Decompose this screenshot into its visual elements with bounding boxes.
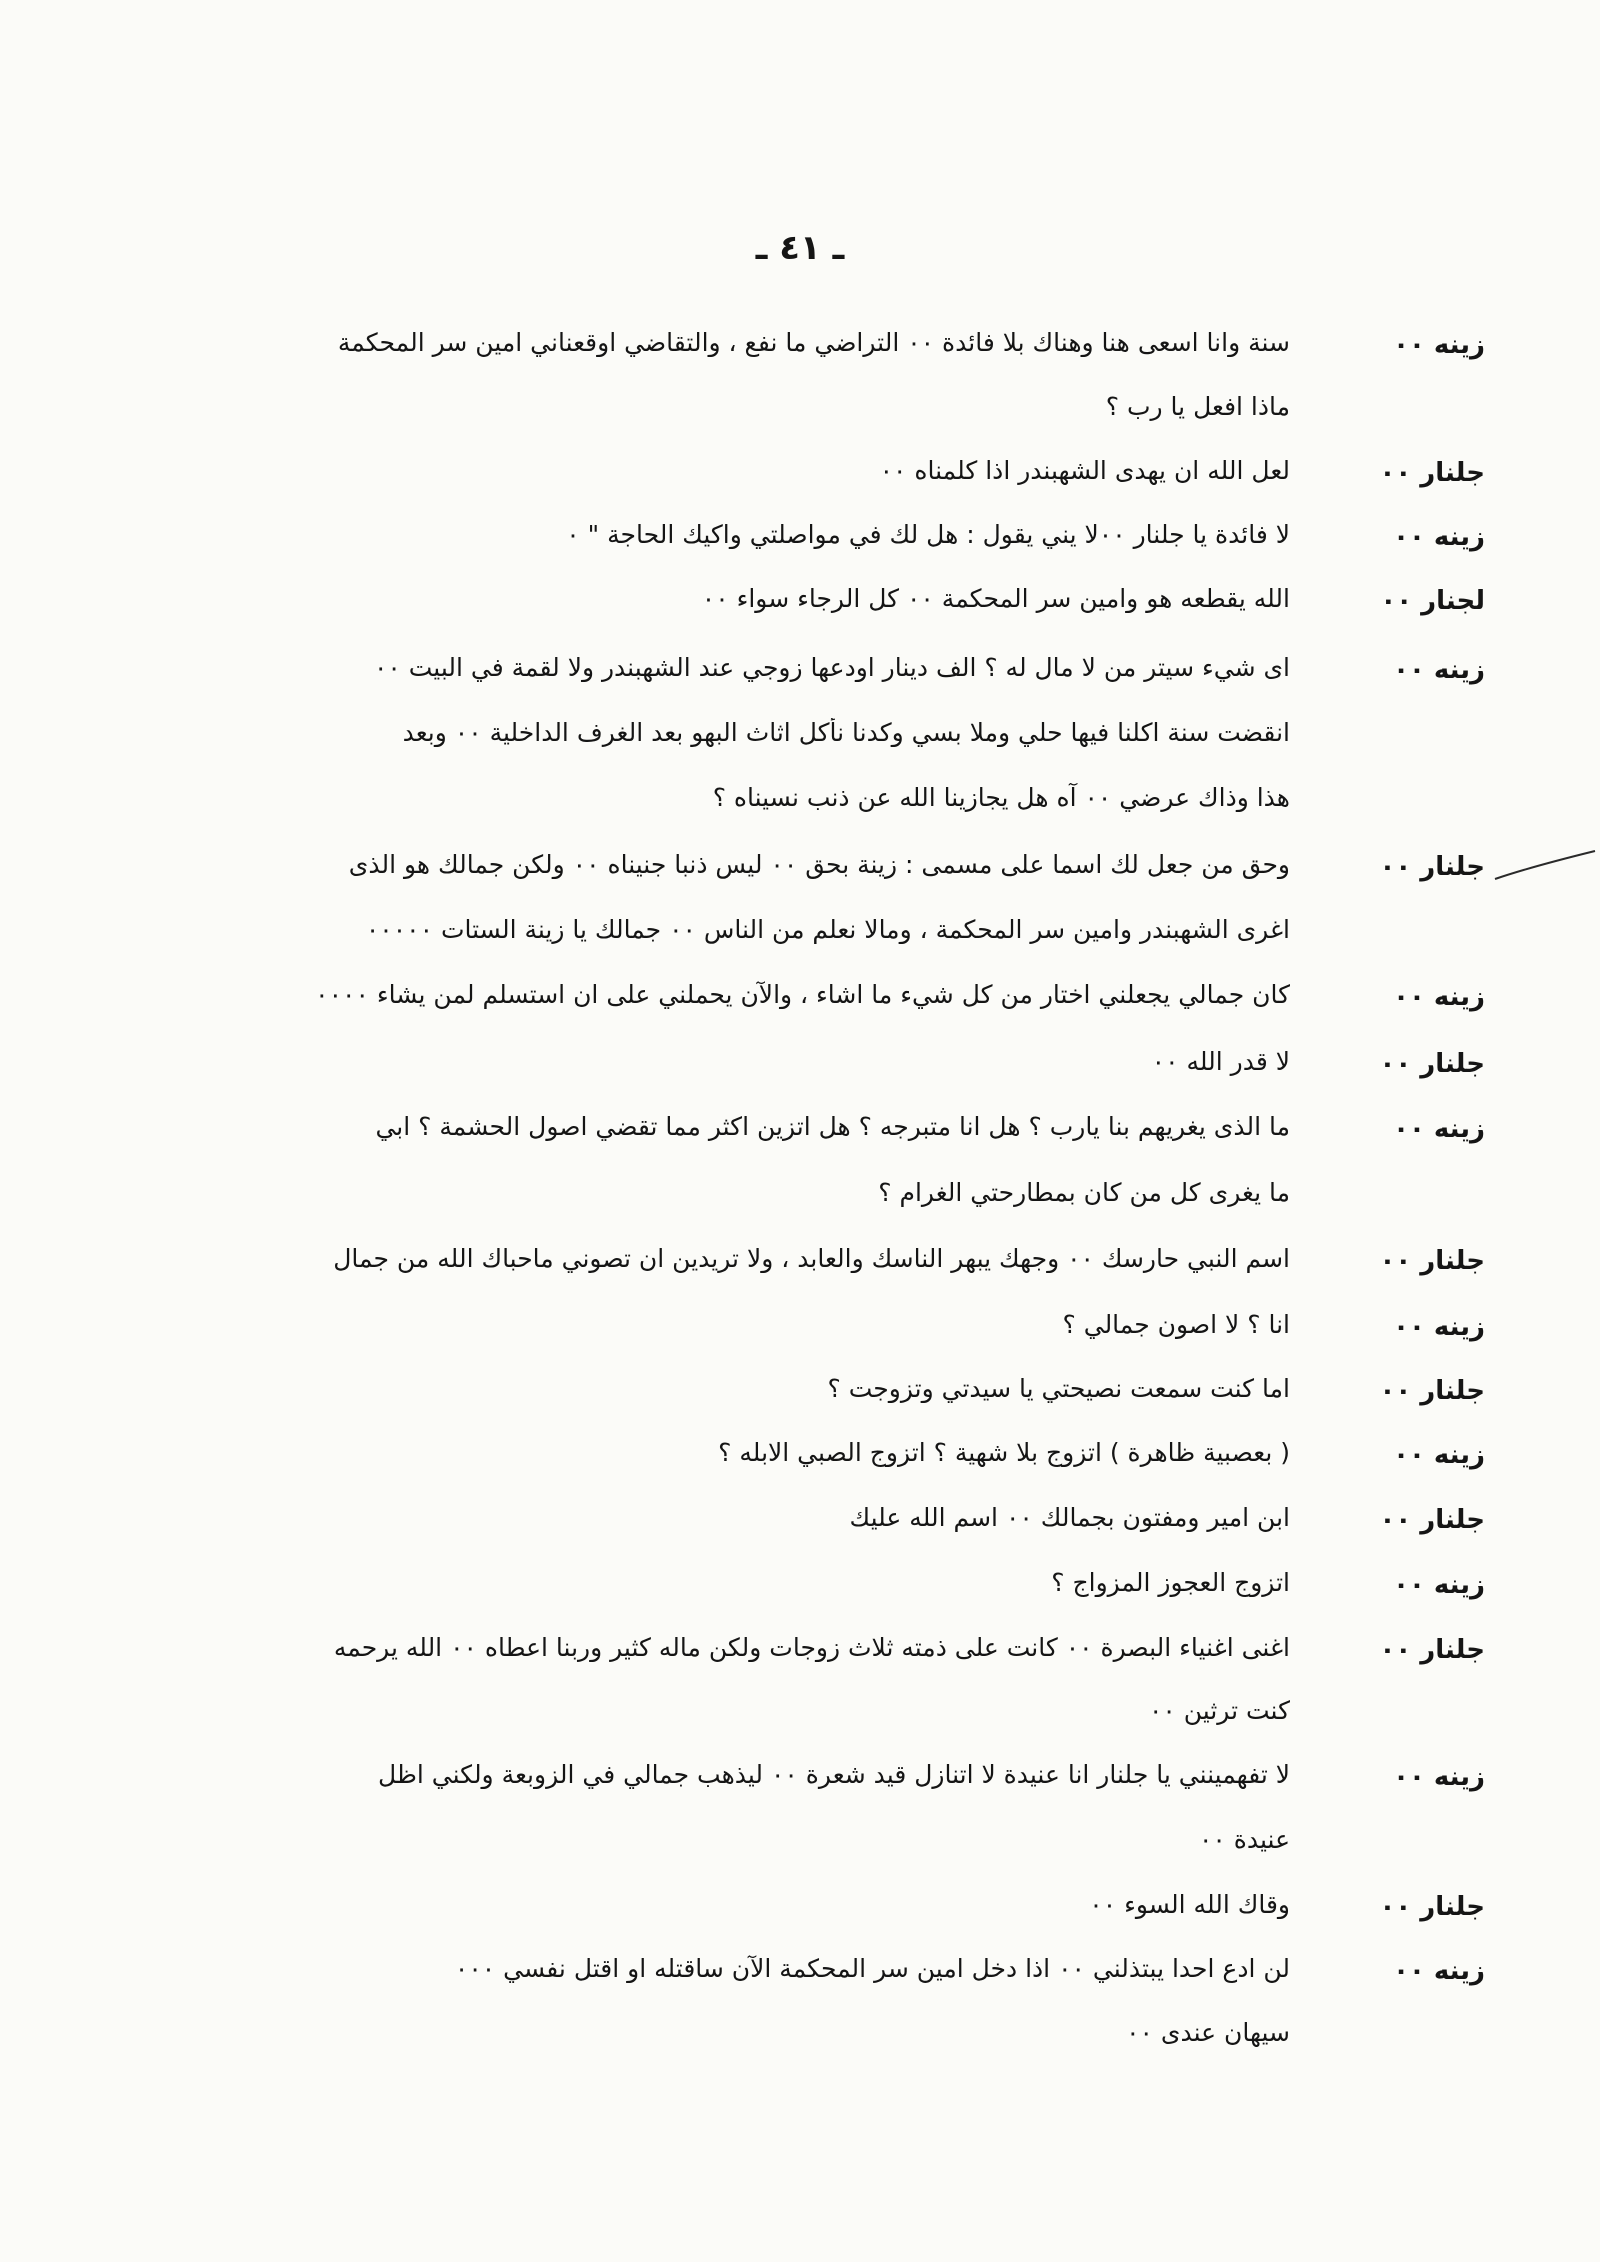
dialogue-text: اتزوج العجوز المزواج ؟ — [1051, 1568, 1290, 1597]
dialogue-text: اسم النبي حارسك ٠٠ وجهك يبهر الناسك والعابد ، ولا تريدين ان تصوني ماحباك الله من جمال — [333, 1244, 1290, 1273]
dialogue-line — [0, 1817, 1600, 1881]
dialogue-line — [0, 384, 1600, 448]
dialogue-text: اى شيء سيتر من لا مال له ؟ الف دينار اودعها زوجي عند الشهبندر ولا لقمة في البيت ٠٠ — [373, 653, 1290, 682]
dialogue-line — [0, 972, 1600, 1036]
dialogue-line — [0, 1302, 1600, 1366]
speaker-name: زينه ٠٠ — [1393, 982, 1485, 1012]
speaker-name: لجنار ٠٠ — [1380, 586, 1485, 616]
dialogue-line — [0, 1688, 1600, 1752]
dialogue-text: لعل الله ان يهدى الشهبندر اذا كلمناه ٠٠ — [879, 456, 1290, 485]
dialogue-line — [0, 1039, 1600, 1103]
dialogue-text: هذا وذاك عرضي ٠٠ آه هل يجازينا الله عن ذنب نسيناه ؟ — [712, 783, 1290, 812]
dialogue-line — [0, 1946, 1600, 2010]
dialogue-line — [0, 576, 1600, 640]
dialogue-line — [0, 448, 1600, 512]
dialogue-text: لن ادع احدا يبتذلني ٠٠ اذا دخل امين سر المحكمة الآن ساقتله او اقتل نفسي ٠٠٠ — [454, 1954, 1290, 1983]
dialogue-line — [0, 1170, 1600, 1234]
dialogue-text: انا ؟ لا اصون جمالي ؟ — [1062, 1310, 1290, 1339]
speaker-name: زينه ٠٠ — [1393, 655, 1485, 685]
dialogue-line — [0, 775, 1600, 839]
dialogue-line — [0, 512, 1600, 576]
dialogue-text: سيهان عندى ٠٠ — [1126, 2018, 1290, 2047]
dialogue-text: وقاك الله السوء ٠٠ — [1089, 1890, 1290, 1919]
speaker-name: زينه ٠٠ — [1393, 1440, 1485, 1470]
dialogue-line — [0, 1560, 1600, 1624]
speaker-name: جلنار ٠٠ — [1379, 1892, 1485, 1922]
dialogue-line — [0, 1882, 1600, 1946]
speaker-name: زينه ٠٠ — [1393, 522, 1485, 552]
dialogue-text: الله يقطعه هو وامين سر المحكمة ٠٠ كل الرجاء سواء ٠٠ — [701, 584, 1290, 613]
dialogue-text: ماذا افعل يا رب ؟ — [1105, 392, 1290, 421]
dialogue-text: عنيدة ٠٠ — [1198, 1825, 1290, 1854]
dialogue-text: ما يغرى كل من كان بمطارحتي الغرام ؟ — [878, 1178, 1290, 1207]
dialogue-line — [0, 645, 1600, 709]
speaker-name: جلنار ٠٠ — [1379, 1049, 1485, 1079]
dialogue-text: ما الذى يغريهم بنا يارب ؟ هل انا متبرجه ؟ هل اتزين اكثر مما تقضي اصول الحشمة ؟ ابي — [375, 1112, 1290, 1141]
speaker-name: جلنار ٠٠ — [1379, 1635, 1485, 1665]
dialogue-text: اغرى الشهبندر وامين سر المحكمة ، ومالا نعلم من الناس ٠٠ جمالك يا زينة الستات ٠٠٠٠٠ — [365, 915, 1290, 944]
dialogue-text: انقضت سنة اكلنا فيها حلي وملا بسي وكدنا نأكل اثاث البهو بعد الغرف الداخلية ٠٠ وبعد — [402, 718, 1290, 747]
speaker-name: زينه ٠٠ — [1393, 1762, 1485, 1792]
speaker-name: زينه ٠٠ — [1393, 330, 1485, 360]
speaker-name: جلنار ٠٠ — [1379, 1376, 1485, 1406]
dialogue-line — [0, 907, 1600, 971]
dialogue-text: كان جمالي يجعلني اختار من كل شيء ما اشاء ، والآن يحملني على ان استسلم لمن يشاء ٠٠٠٠ — [315, 980, 1290, 1009]
dialogue-text: ابن امير ومفتون بجمالك ٠٠ اسم الله عليك — [849, 1503, 1290, 1532]
dialogue-text: اما كنت سمعت نصيحتي يا سيدتي وتزوجت ؟ — [827, 1374, 1290, 1403]
dialogue-line — [0, 320, 1600, 384]
speaker-name: جلنار ٠٠ — [1379, 458, 1485, 488]
dialogue-text: وحق من جعل لك اسما على مسمى : زينة بحق ٠٠ ليس ذنبا جنيناه ٠٠ ولكن جمالك هو الذى — [348, 850, 1290, 879]
dialogue-line — [0, 1104, 1600, 1168]
speaker-name: زينه ٠٠ — [1393, 1312, 1485, 1342]
dialogue-line — [0, 842, 1600, 906]
speaker-name: زينه ٠٠ — [1393, 1570, 1485, 1600]
speaker-name: زينه ٠٠ — [1393, 1956, 1485, 1986]
dialogue-line — [0, 1366, 1600, 1430]
dialogue-text: لا قدر الله ٠٠ — [1151, 1047, 1290, 1076]
dialogue-line — [0, 1430, 1600, 1494]
speaker-name: جلنار ٠٠ — [1379, 1505, 1485, 1535]
dialogue-line — [0, 2010, 1600, 2074]
dialogue-line — [0, 1752, 1600, 1816]
dialogue-line — [0, 1625, 1600, 1689]
dialogue-lines — [0, 320, 1600, 2220]
dialogue-text: سنة وانا اسعى هنا وهناك بلا فائدة ٠٠ التراضي ما نفع ، والتقاضي اوقعناني امين سر المحكمة — [337, 328, 1290, 357]
dialogue-text: كنت ترثين ٠٠ — [1148, 1696, 1290, 1725]
dialogue-line — [0, 1236, 1600, 1300]
dialogue-text: ( بعصبية ظاهرة ) اتزوج بلا شهية ؟ اتزوج الصبي الابله ؟ — [718, 1438, 1290, 1467]
dialogue-line — [0, 1495, 1600, 1559]
dialogue-text: لا تفهمينني يا جلنار انا عنيدة لا اتنازل قيد شعرة ٠٠ ليذهب جمالي في الزوبعة ولكني اظل — [378, 1760, 1290, 1789]
speaker-name: زينه ٠٠ — [1393, 1114, 1485, 1144]
dialogue-text: لا فائدة يا جلنار ٠٠لا يني يقول : هل لك في مواصلتي واكيك الحاجة " ٠ — [566, 520, 1290, 549]
page-number: ـ ٤١ ـ — [755, 228, 845, 268]
dialogue-text: اغنى اغنياء البصرة ٠٠ كانت على ذمته ثلاث زوجات ولكن ماله كثير وربنا اعطاه ٠٠ الله يرحمه — [333, 1633, 1290, 1662]
speaker-name: جلنار ٠٠ — [1379, 852, 1485, 882]
speaker-name: جلنار ٠٠ — [1379, 1246, 1485, 1276]
dialogue-line — [0, 710, 1600, 774]
